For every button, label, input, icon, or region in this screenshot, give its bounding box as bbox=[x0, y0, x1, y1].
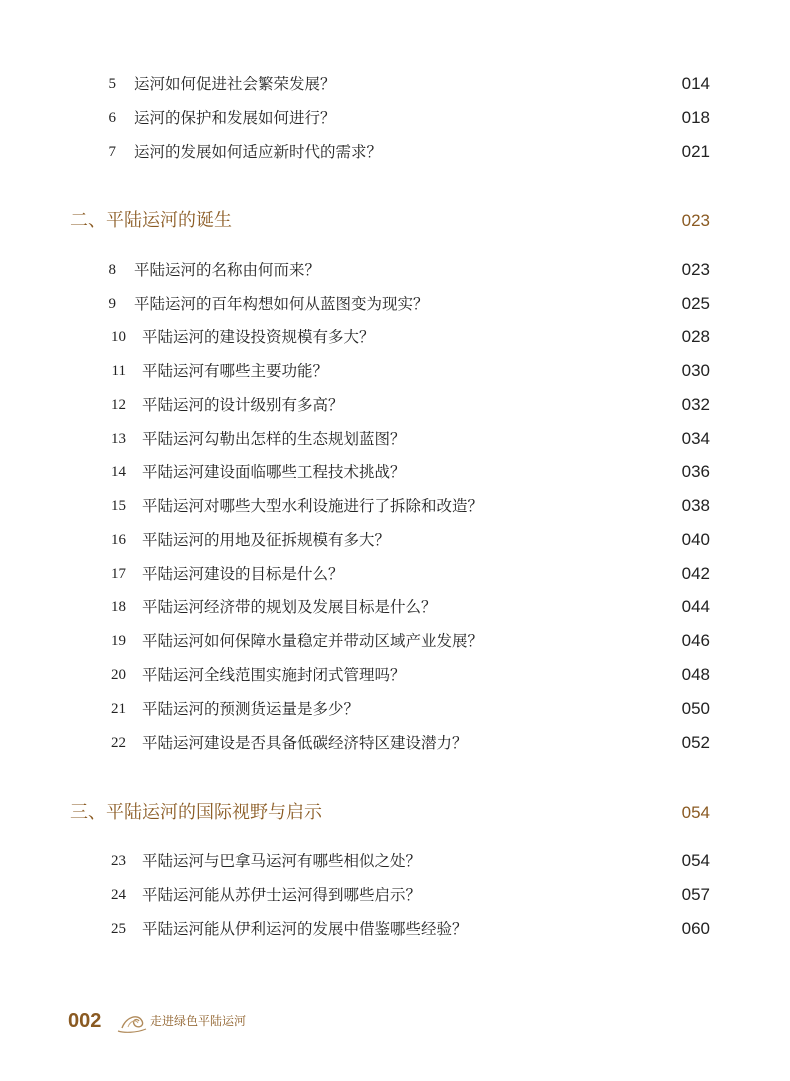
toc-item-page: 014 bbox=[681, 74, 710, 93]
toc-item-title: 平陆运河如何保障水量稳定并带动区域产业发展？ bbox=[142, 632, 484, 650]
toc-item-title: 平陆运河的预测货运量是多少？ bbox=[142, 700, 360, 718]
toc-item-page: 034 bbox=[681, 429, 710, 448]
toc-item-title: 平陆运河的名称由何而来？ bbox=[134, 261, 321, 279]
toc-item[interactable] bbox=[0, 846, 790, 876]
toc-item[interactable] bbox=[0, 626, 790, 656]
toc-item-title: 平陆运河建设的目标是什么？ bbox=[142, 565, 344, 583]
toc-item-page: 052 bbox=[681, 733, 710, 752]
toc-item-title: 平陆运河的设计级别有多高？ bbox=[142, 396, 344, 414]
section-page: 054 bbox=[681, 803, 710, 822]
toc-item-page: 046 bbox=[681, 631, 710, 650]
toc-item-title: 平陆运河与巴拿马运河有哪些相似之处？ bbox=[142, 852, 422, 870]
toc-section-heading[interactable] bbox=[0, 796, 790, 830]
toc-item-number: 6 bbox=[108, 110, 116, 126]
toc-item[interactable] bbox=[0, 457, 790, 487]
toc-item-page: 021 bbox=[681, 142, 710, 161]
toc-item[interactable] bbox=[0, 137, 790, 167]
toc-item-title: 平陆运河的百年构想如何从蓝图变为现实？ bbox=[134, 295, 429, 313]
toc-item-page: 048 bbox=[681, 665, 710, 684]
toc-section-heading[interactable] bbox=[0, 204, 790, 238]
toc-item-title: 平陆运河全线范围实施封闭式管理吗？ bbox=[142, 666, 406, 684]
toc-item-number: 22 bbox=[111, 735, 126, 751]
toc-item-title: 平陆运河对哪些大型水利设施进行了拆除和改造？ bbox=[142, 497, 484, 515]
toc-item[interactable] bbox=[0, 103, 790, 133]
toc-item-number: 25 bbox=[111, 921, 126, 937]
toc-item-number: 18 bbox=[111, 599, 126, 615]
toc-item-title: 平陆运河有哪些主要功能？ bbox=[142, 362, 329, 380]
toc-item-page: 038 bbox=[681, 496, 710, 515]
toc-item-page: 018 bbox=[681, 108, 710, 127]
toc-item-page: 023 bbox=[681, 260, 710, 279]
toc-item[interactable] bbox=[0, 559, 790, 589]
toc-item-number: 19 bbox=[111, 633, 126, 649]
toc-item-title: 运河如何促进社会繁荣发展？ bbox=[134, 75, 336, 93]
toc-item-title: 平陆运河能从苏伊士运河得到哪些启示？ bbox=[142, 886, 422, 904]
toc-item-number: 8 bbox=[108, 262, 116, 278]
section-title: 三、平陆运河的国际视野与启示 bbox=[70, 802, 322, 823]
toc-item-title: 平陆运河经济带的规划及发展目标是什么？ bbox=[142, 598, 437, 616]
toc-item[interactable] bbox=[0, 491, 790, 521]
toc-item-page: 044 bbox=[681, 597, 710, 616]
toc-item-number: 15 bbox=[111, 498, 126, 514]
toc-item-title: 平陆运河的建设投资规模有多大？ bbox=[142, 328, 375, 346]
toc-item[interactable] bbox=[0, 289, 790, 319]
toc-item-number: 14 bbox=[111, 464, 126, 480]
toc-item[interactable] bbox=[0, 424, 790, 454]
toc-item-title: 运河的发展如何适应新时代的需求？ bbox=[134, 143, 383, 161]
toc-item-page: 036 bbox=[681, 462, 710, 481]
toc-item-page: 040 bbox=[681, 530, 710, 549]
toc-item-number: 12 bbox=[111, 397, 126, 413]
toc-item-number: 20 bbox=[111, 667, 126, 683]
page-footer bbox=[68, 1007, 368, 1037]
toc-item-title: 平陆运河的用地及征拆规模有多大？ bbox=[142, 531, 391, 549]
toc-item-number: 7 bbox=[108, 144, 116, 160]
toc-item-title: 平陆运河建设面临哪些工程技术挑战？ bbox=[142, 463, 406, 481]
toc-item[interactable] bbox=[0, 390, 790, 420]
toc-item-page: 054 bbox=[681, 851, 710, 870]
toc-item-number: 24 bbox=[111, 887, 126, 903]
toc-item-number: 13 bbox=[111, 431, 126, 447]
toc-item-number: 5 bbox=[108, 76, 116, 92]
toc-item-page: 028 bbox=[681, 327, 710, 346]
toc-item[interactable] bbox=[0, 322, 790, 352]
toc-item-title: 平陆运河能从伊利运河的发展中借鉴哪些经验？ bbox=[142, 920, 468, 938]
toc-item-title: 运河的保护和发展如何进行？ bbox=[134, 109, 336, 127]
toc-item-page: 050 bbox=[681, 699, 710, 718]
toc-item-title: 平陆运河勾勒出怎样的生态规划蓝图？ bbox=[142, 430, 406, 448]
toc-item[interactable] bbox=[0, 728, 790, 758]
toc-item-page: 032 bbox=[681, 395, 710, 414]
toc-item-page: 030 bbox=[681, 361, 710, 380]
toc-item[interactable] bbox=[0, 880, 790, 910]
section-title: 二、平陆运河的诞生 bbox=[70, 210, 232, 231]
toc-item-page: 060 bbox=[681, 919, 710, 938]
toc-item-number: 11 bbox=[111, 363, 126, 379]
toc-item-page: 042 bbox=[681, 564, 710, 583]
toc-item[interactable] bbox=[0, 592, 790, 622]
toc-item-number: 16 bbox=[111, 532, 126, 548]
toc-item[interactable] bbox=[0, 69, 790, 99]
toc-item-number: 10 bbox=[111, 329, 126, 345]
toc-item-page: 057 bbox=[681, 885, 710, 904]
toc-item[interactable] bbox=[0, 660, 790, 690]
toc-item-page: 025 bbox=[681, 294, 710, 313]
toc-item[interactable] bbox=[0, 694, 790, 724]
toc-item-number: 21 bbox=[111, 701, 126, 717]
page-number: 002 bbox=[68, 1010, 102, 1032]
toc-item-title: 平陆运河建设是否具备低碳经济特区建设潜力？ bbox=[142, 734, 468, 752]
toc-item[interactable] bbox=[0, 525, 790, 555]
toc-item[interactable] bbox=[0, 356, 790, 386]
book-title: 走进绿色平陆运河 bbox=[150, 1014, 247, 1028]
toc-item-number: 23 bbox=[111, 853, 126, 869]
toc-item[interactable] bbox=[0, 914, 790, 944]
toc-item[interactable] bbox=[0, 255, 790, 285]
toc-item-number: 9 bbox=[108, 296, 116, 312]
toc-item-number: 17 bbox=[111, 566, 126, 582]
section-page: 023 bbox=[681, 211, 710, 230]
